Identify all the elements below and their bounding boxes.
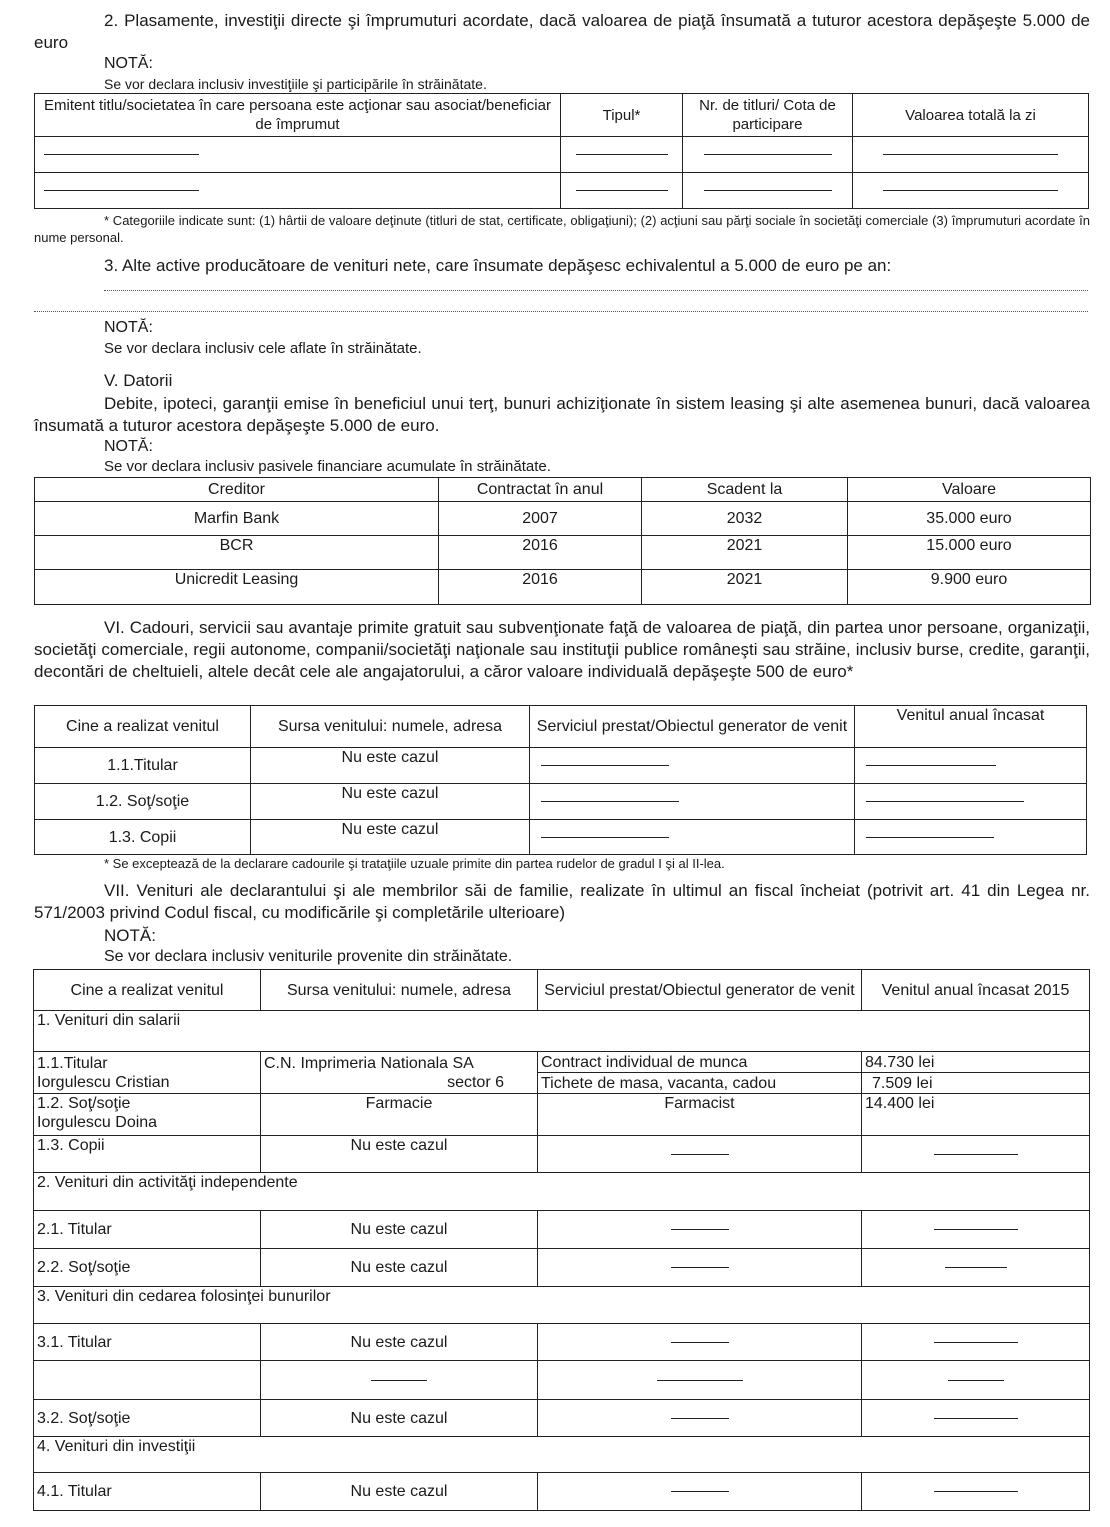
table-row [34,1400,1090,1437]
table-row [34,1361,1090,1400]
who-cell: 3.2. Soţ/soţie [34,1400,261,1437]
section-3-nota-label: NOTĂ: [104,319,153,336]
source-cell: Nu este cazul [261,1473,538,1511]
blank-cell [855,784,1087,820]
col-header-source: Sursa venitului: numele, adresa [261,970,538,1011]
who-cell: 2.2. Soţ/soţie [34,1249,261,1287]
col-header-service: Serviciul prestat/Obiectul generator de venit [538,970,862,1011]
table-row [34,1324,1090,1361]
source-cell: Nu este cazul [261,1249,538,1287]
section-7-heading: VII. Venituri ale declarantului şi ale membrilor săi de familie, realizate în ultimul an fiscal încheiat (potrivit art. 41 din Legea nr. 571/2003 privind Codul fiscal, cu modificările şi completările ulterioare) [34,881,1090,922]
blank-cell [530,748,855,784]
who-role: 1.2. Soţ/soţie [37,1095,131,1112]
table-row [35,570,1091,605]
col-header-source: Sursa venitului: numele, adresa [251,706,530,748]
blank-cell [538,1211,862,1249]
blank-cell [35,173,561,209]
year-cell: 2007 [439,502,642,536]
col-header-who: Cine a realizat venitul [34,970,261,1011]
blank-cell [862,1400,1090,1437]
section-5-nota-label: NOTĂ: [104,438,153,455]
who-role: 1.1.Titular [37,1054,108,1072]
blank-cell [538,1324,862,1361]
source-cell: Nu este cazul [261,1136,538,1173]
source-address: sector 6 [447,1073,504,1091]
blank-cell [538,1473,862,1511]
table-row [34,1211,1090,1249]
who-cell: 2.1. Titular [34,1211,261,1249]
col-header-service: Serviciul prestat/Obiectul generator de venit [530,706,855,748]
blank-cell [530,820,855,855]
who-cell: 1.3. Copii [35,820,251,855]
section-7-nota-label: NOTĂ: [104,926,156,945]
col-header-issuer: Emitent titlu/societatea în care persoana este acţionar sau asociat/beneficiar de împrumut [35,94,561,137]
dotted-fill-line [104,290,1088,291]
blank-cell [261,1361,538,1400]
category-row [34,1011,1090,1052]
col-header-income: Venitul anual încasat [855,706,1087,748]
section-2-nota-label: NOTĂ: [104,55,153,72]
source-cell: Nu este cazul [251,820,530,855]
table-row [35,137,1089,173]
service-cell: Tichete de masa, vacanta, cadou [538,1073,862,1094]
section-5-nota-text: Se vor declara inclusiv pasivele financiare acumulate în străinătate. [104,458,551,475]
income-cell: 84.730 lei [862,1052,1090,1073]
value-cell: 35.000 euro [848,502,1091,536]
income-cell: 14.400 lei [862,1094,1090,1136]
source-name: C.N. Imprimeria Nationala SA [264,1054,474,1072]
blank-cell [862,1136,1090,1173]
blank-cell [862,1361,1090,1400]
who-name: Iorgulescu Doina [37,1114,158,1131]
who-cell: 4.1. Titular [34,1473,261,1511]
blank-cell [855,748,1087,784]
blank-cell [853,137,1089,173]
section-6-footnote: * Se exceptează de la declarare cadourile şi trataţiile uzuale primite din partea rudelor de gradul I şi al II-lea. [104,856,725,871]
section-6-heading: VI. Cadouri, servicii sau avantaje primite gratuit sau subvenţionate faţă de valoarea de piaţă, din partea unor persoane, organizaţii, societăţi comerciale, regii autonome, companii/societăţi naţionale sau instituţii publice româneşti sau străine, inclusiv burse, credite, garanţii, decontări de cheltuieli, altele decât cele ale angajatorului, a căror valoare individuală depăşeşte 500 de euro* [34,618,1090,681]
table-row [35,748,1087,784]
source-cell: Nu este cazul [251,748,530,784]
income-cell: 7.509 lei [862,1073,1090,1094]
col-header-creditor: Creditor [35,478,439,502]
col-header-who: Cine a realizat venitul [35,706,251,748]
who-cell: 3.1. Titular [34,1324,261,1361]
blank-cell [853,173,1089,209]
creditor-cell: Unicredit Leasing [35,570,439,605]
service-cell: Contract individual de munca [538,1052,862,1073]
category-investments: 4. Venituri din investiţii [34,1437,1090,1473]
col-header-type: Tipul* [561,94,683,137]
who-cell: 1.2. Soţ/soţie [35,784,251,820]
year-cell: 2016 [439,570,642,605]
col-header-income: Venitul anual încasat 2015 [862,970,1090,1011]
section-2-footnote: * Categoriile indicate sunt: (1) hârtii de valoare deţinute (titluri de stat, certificate, obligaţiuni); (2) acţiuni sau părţi sociale în societăţi comerciale (3) împrumuturi acordate în nume personal. [34,213,1090,245]
blank-cell [561,137,683,173]
section-3-heading: 3. Alte active producătoare de venituri nete, care însumate depăşesc echivalentul a 5.000 de euro pe an: [104,256,892,275]
dotted-fill-line [34,311,1088,312]
investments-table [34,93,1089,209]
section-7-nota-text: Se vor declara inclusiv veniturile provenite din străinătate. [104,948,513,965]
blank-cell [855,820,1087,855]
category-row [34,1287,1090,1324]
table-row [35,502,1091,536]
gifts-table [34,705,1087,855]
section-5-text: Debite, ipoteci, garanţii emise în beneficiul unui terţ, bunuri achiziţionate în sistem leasing şi alte asemenea bunuri, dacă valoarea însumată a tuturor acestora depăşeşte 5.000 de euro. [34,394,1090,435]
who-cell: 1.3. Copii [34,1136,261,1173]
section-3-nota-text: Se vor declara inclusiv cele aflate în străinătate. [104,340,422,357]
category-property-use: 3. Venituri din cedarea folosinţei bunurilor [34,1287,1090,1324]
blank-cell [538,1361,862,1400]
blank-cell [683,173,853,209]
source-cell: Nu este cazul [261,1211,538,1249]
col-header-total-value: Valoarea totală la zi [853,94,1089,137]
blank-cell [538,1136,862,1173]
blank-cell [862,1324,1090,1361]
blank-cell [862,1249,1090,1287]
table-row [35,173,1089,209]
col-header-due: Scadent la [642,478,848,502]
section-2-heading: 2. Plasamente, investiţii directe şi împrumuturi acordate, dacă valoarea de piaţă însumată a tuturor acestora depăşeşte 5.000 de euro [34,11,1090,52]
source-cell: Nu este cazul [261,1400,538,1437]
table-row [34,1136,1090,1173]
income-table [33,969,1090,1511]
value-cell: 15.000 euro [848,536,1091,570]
creditor-cell: BCR [35,536,439,570]
due-cell: 2032 [642,502,848,536]
creditor-cell: Marfin Bank [35,502,439,536]
who-cell: 1.1.Titular [35,748,251,784]
table-row [34,1249,1090,1287]
table-row [34,1094,1090,1136]
table-row [35,820,1087,855]
category-independent: 2. Venituri din activităţi independente [34,1173,1090,1211]
category-salaries: 1. Venituri din salarii [34,1011,1090,1052]
source-cell: Nu este cazul [251,784,530,820]
col-header-value: Valoare [848,478,1091,502]
year-cell: 2016 [439,536,642,570]
table-row [35,784,1087,820]
col-header-shares: Nr. de titluri/ Cota de participare [683,94,853,137]
col-header-contracted: Contractat în anul [439,478,642,502]
section-5-heading: V. Datorii [104,371,173,390]
due-cell: 2021 [642,570,848,605]
blank-cell [862,1211,1090,1249]
blank-cell [35,137,561,173]
who-cell [34,1094,261,1136]
blank-cell [34,1361,261,1400]
source-cell [261,1052,538,1094]
blank-cell [530,784,855,820]
section-2-nota-text: Se vor declara inclusiv investiţiile şi participările în străinătate. [104,76,487,92]
blank-cell [683,137,853,173]
who-cell [34,1052,261,1094]
source-cell: Nu este cazul [261,1324,538,1361]
debts-table [34,477,1091,605]
value-cell: 9.900 euro [848,570,1091,605]
who-name: Iorgulescu Cristian [37,1073,170,1091]
category-row [34,1437,1090,1473]
due-cell: 2021 [642,536,848,570]
blank-cell [561,173,683,209]
service-cell: Farmacist [538,1094,862,1136]
blank-cell [538,1400,862,1437]
blank-cell [538,1249,862,1287]
table-row [34,1052,1090,1073]
table-row [35,536,1091,570]
blank-cell [862,1473,1090,1511]
category-row [34,1173,1090,1211]
source-cell: Farmacie [261,1094,538,1136]
table-row [34,1473,1090,1511]
